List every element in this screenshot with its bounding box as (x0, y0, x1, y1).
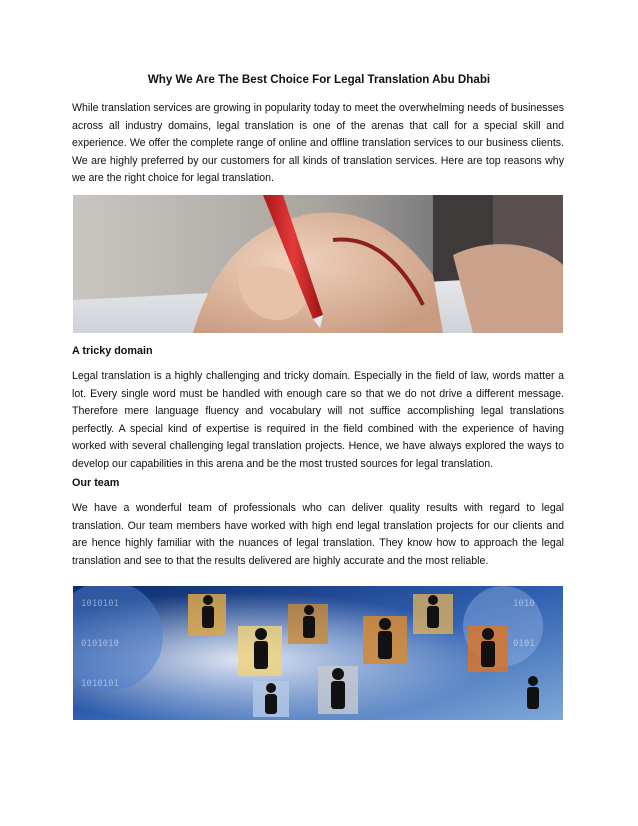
svg-text:0101: 0101 (513, 639, 535, 649)
svg-text:1010101: 1010101 (81, 599, 119, 609)
section-heading: A tricky domain (72, 345, 153, 357)
section-heading: Our team (72, 477, 120, 489)
document-title: Why We Are The Best Choice For Legal Translation Abu Dhabi (147, 73, 491, 86)
pen-writing-photo (73, 195, 563, 333)
intro-paragraph: While translation services are growing in popularity today to meet the overwhelming needs of businesses across all industry domains, legal translation is one of the arenas that call for a special skill and experience. We offer the complete range of online and offline translation services to our business clients. We are highly preferred by our customers for all kinds of translation services. Here are top reasons why we are the right choice for legal translation. (72, 102, 564, 185)
svg-text:1010101: 1010101 (81, 679, 119, 689)
team-network-photo (73, 586, 563, 720)
svg-text:0101010: 0101010 (81, 639, 119, 649)
svg-text:1010: 1010 (513, 599, 535, 609)
section-body: Legal translation is a highly challenging and tricky domain. Especially in the field of law, words matter a lot. Every single word must be handled with enough care so that we do not drive a different message. Therefore mere language fluency and vocabulary will not suffice accomplishing legal translations perfectly. A special kind of expertise is required in the field combined with the experience of having worked with several challenging legal translation projects. Hence, we have always explored the ways to develop our capabilities in this arena and be the most trusted sources for legal translation. (72, 370, 564, 470)
section-body: We have a wonderful team of professionals who can deliver quality results with regard to legal translation. Our team members have worked with high end legal translation projects for our clients and are hence highly familiar with the nuances of legal translation. They know how to approach the legal translation and see to that the results delivered are highly accurate and the most reliable. (72, 502, 564, 567)
